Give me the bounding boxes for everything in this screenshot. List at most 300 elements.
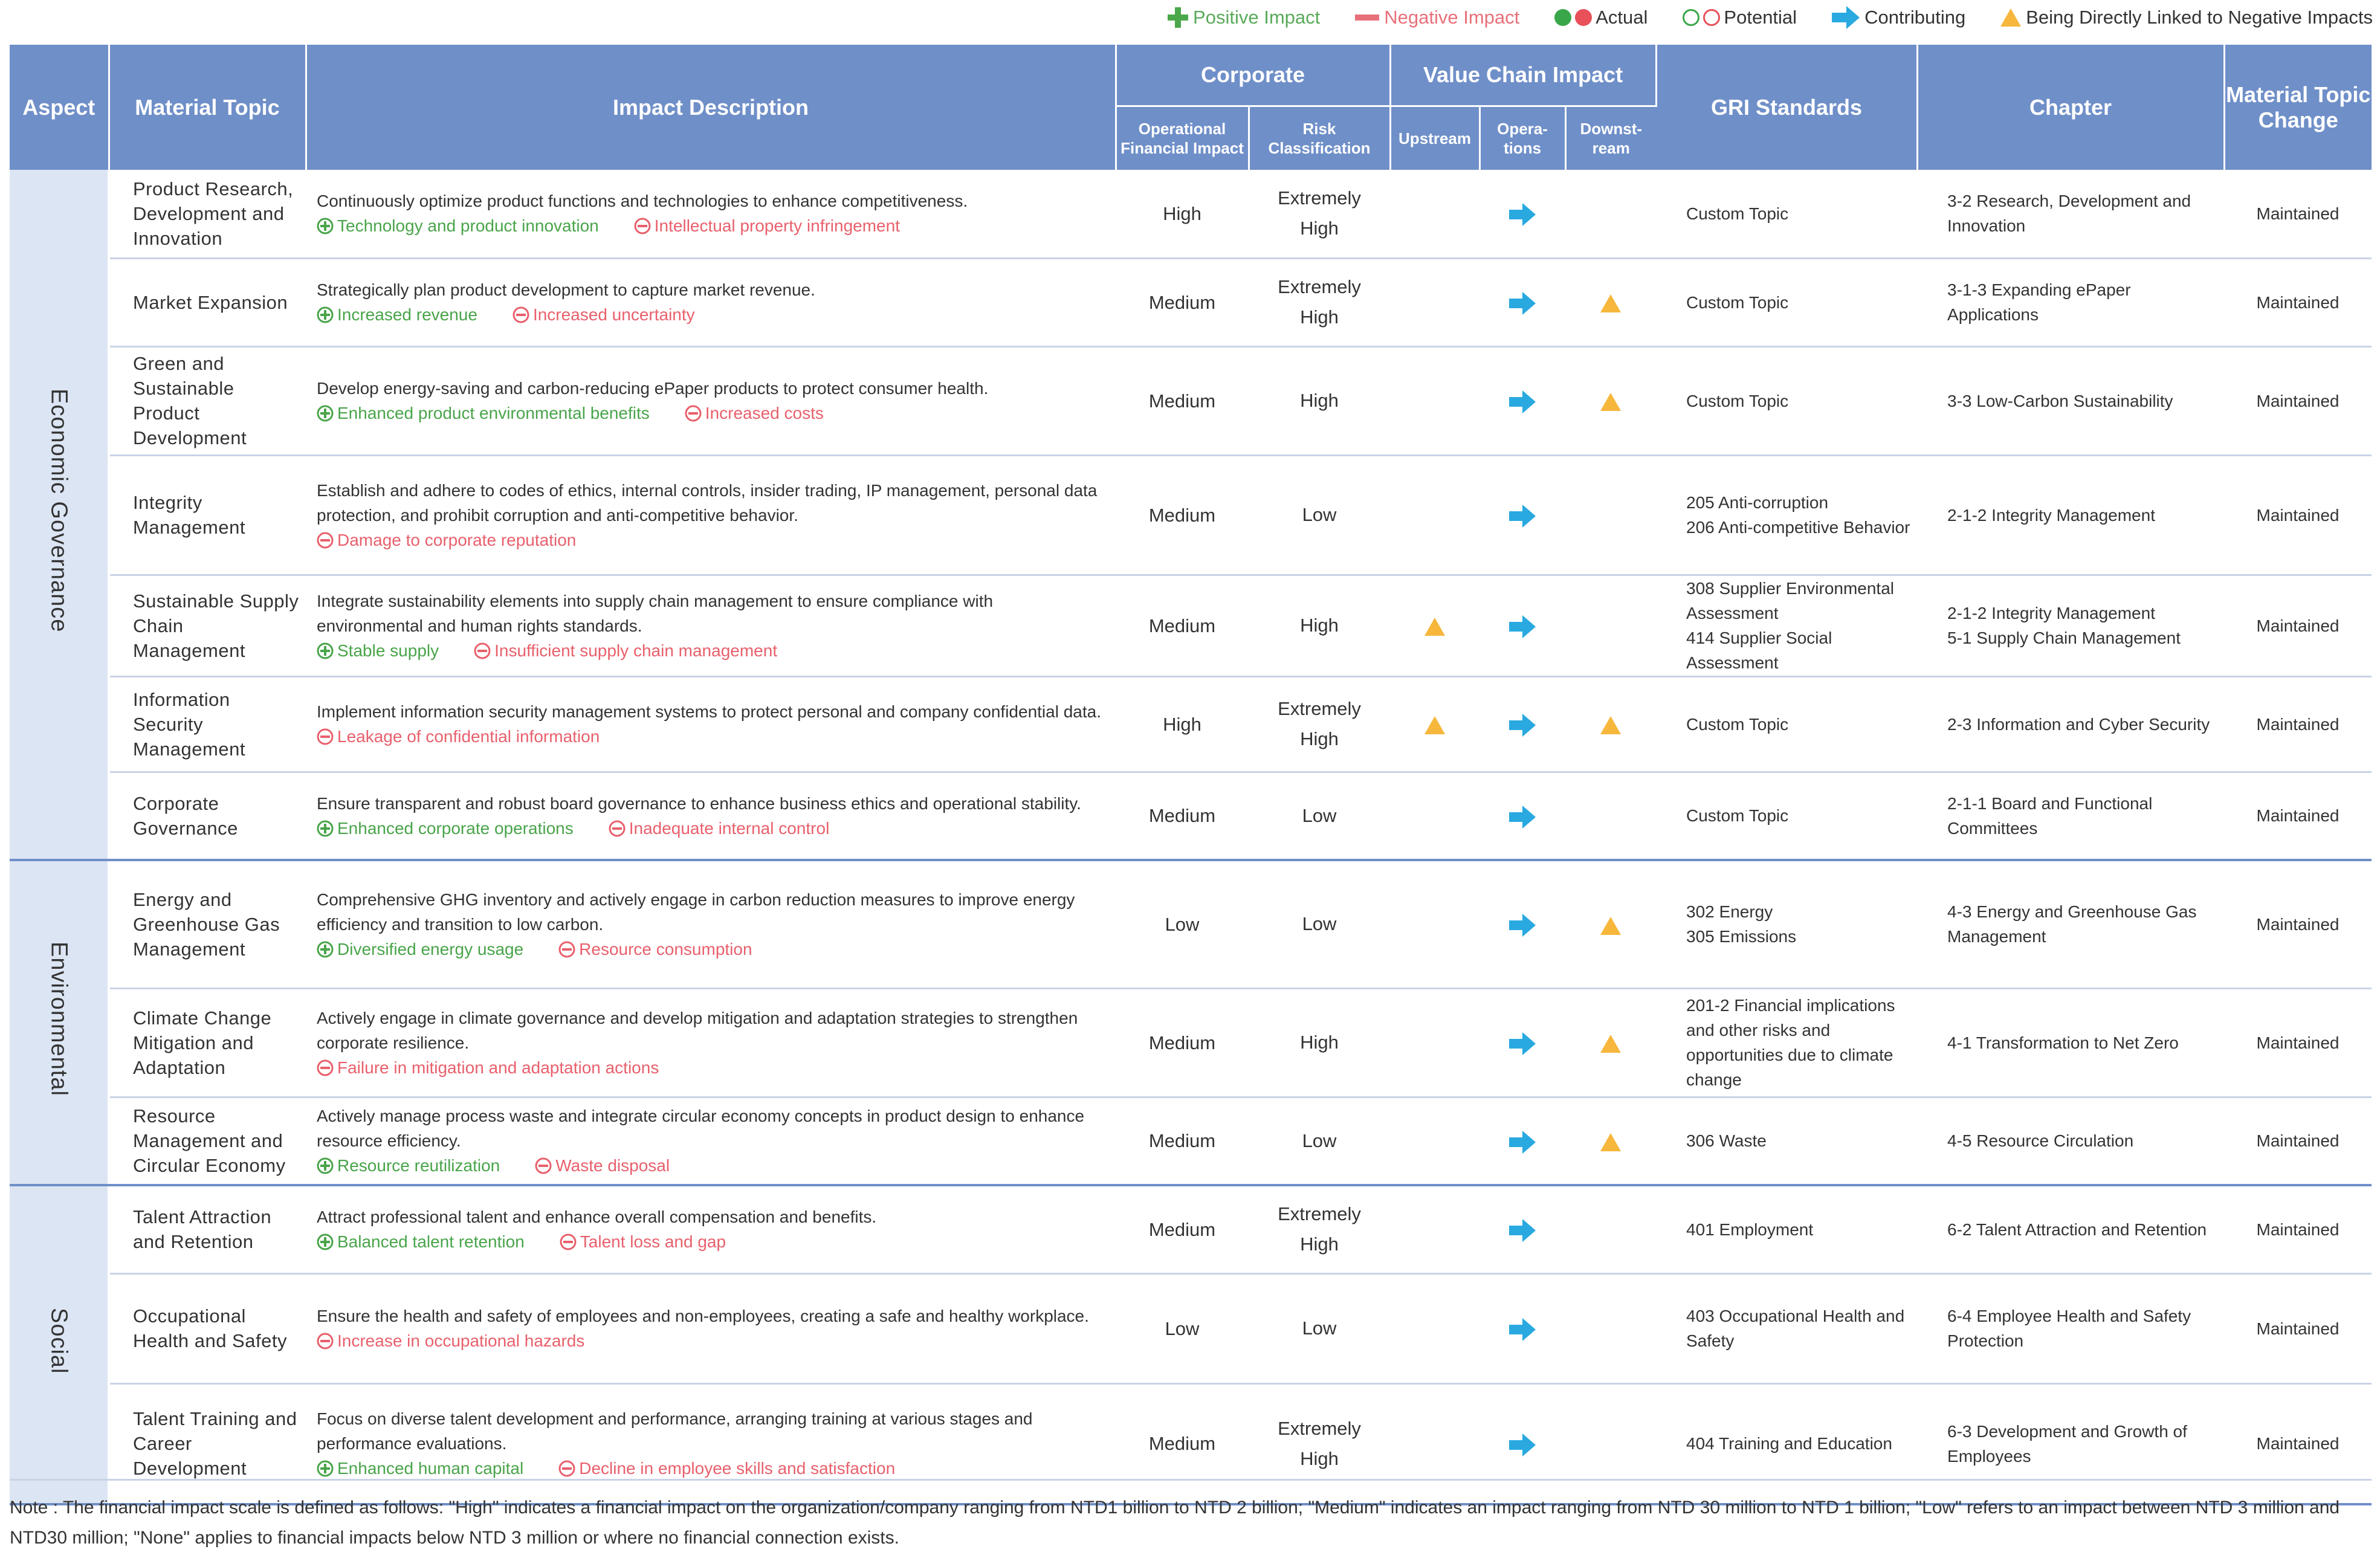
aspect-cell [10, 1185, 109, 1504]
upstream-cell [1390, 988, 1479, 1097]
financial-impact-cell: Medium [1116, 772, 1249, 860]
negative-impact-tag [558, 940, 752, 959]
impact-tags [317, 528, 1104, 552]
topic-change-cell: Maintained [2224, 258, 2372, 346]
chapter-cell [1917, 1097, 2224, 1185]
operations-cell [1479, 346, 1565, 455]
gri-line: Custom Topic [1686, 714, 1789, 734]
material-topic-cell: Market Expansion [109, 258, 306, 346]
triangle-icon [1424, 716, 1445, 734]
operations-cell [1479, 676, 1565, 772]
financial-impact-cell: Medium [1116, 575, 1249, 676]
filled-green-circle-icon [1554, 9, 1571, 26]
positive-impact-tag [317, 940, 523, 959]
chapter-line: 2-1-2 Integrity Management [1947, 505, 2155, 525]
material-topic-cell: Talent Training and Career Development [109, 1383, 306, 1504]
header-downstream: Downst-ream [1565, 106, 1656, 170]
material-topic-cell: Integrity Management [109, 455, 306, 575]
plus-icon [1168, 7, 1188, 28]
divider [10, 1479, 2372, 1481]
gri-line: 305 Emissions [1686, 927, 1797, 946]
downstream-cell [1565, 772, 1656, 860]
operations-cell [1479, 988, 1565, 1097]
chapter-line: 3-1-3 Expanding ePaper Applications [1947, 280, 2131, 324]
outline-green-circle-icon [1683, 9, 1699, 26]
chapter-line: 3-3 Low-Carbon Sustainability [1947, 391, 2173, 410]
risk-classification-cell: Extremely High [1249, 676, 1390, 772]
material-topic-cell: Talent Attraction and Retention [109, 1185, 306, 1273]
table-row [10, 258, 2372, 346]
negative-impact-label: Decline in employee skills and satisfaction [579, 1459, 896, 1478]
risk-classification-cell: Low [1249, 1097, 1390, 1185]
negative-impact-label: Leakage of confidential information [337, 727, 600, 746]
operations-cell [1479, 860, 1565, 988]
minus-circle-icon [685, 405, 702, 422]
negative-impact-tag [560, 1232, 726, 1251]
downstream-cell [1565, 170, 1656, 258]
impact-description-cell [306, 258, 1116, 346]
impact-description-cell [306, 772, 1116, 860]
plus-circle-icon [317, 1157, 334, 1174]
minus-circle-icon [317, 532, 334, 549]
risk-classification-cell: High [1249, 575, 1390, 676]
material-topic-cell: Information Security Management [109, 676, 306, 772]
minus-circle-icon [317, 728, 334, 745]
financial-impact-cell: Low [1116, 1273, 1249, 1383]
impact-description-text: Integrate sustainability elements into supply chain management to ensure compliance with environmental and human rights standards. [317, 591, 994, 635]
impact-description-text: Implement information security management systems to protect personal and company confidential data. [317, 702, 1101, 721]
downstream-cell [1565, 988, 1656, 1097]
positive-impact-label: Enhanced corporate operations [337, 818, 574, 838]
risk-classification-cell: Extremely High [1249, 258, 1390, 346]
header-value-chain: Value Chain Impact [1390, 45, 1656, 106]
chapter-line: 6-3 Development and Growth of Employees [1947, 1421, 2187, 1466]
risk-classification-cell: High [1249, 346, 1390, 455]
topic-change-cell: Maintained [2224, 346, 2372, 455]
material-topic-cell: Product Research, Development and Innovation [109, 170, 306, 258]
chapter-cell [1917, 455, 2224, 575]
positive-impact-tag [317, 1156, 500, 1175]
table-row [10, 170, 2372, 258]
minus-circle-icon [634, 218, 651, 234]
gri-line: Custom Topic [1686, 204, 1789, 223]
chapter-line: 4-3 Energy and Greenhouse Gas Management [1947, 902, 2197, 946]
gri-line: 205 Anti-corruption [1686, 493, 1829, 512]
aspect-label: Social [46, 1308, 72, 1374]
impact-description-text: Strategically plan product development to capture market revenue. [317, 280, 815, 299]
topic-change-cell: Maintained [2224, 1185, 2372, 1273]
impact-tags [317, 401, 1104, 425]
arrow-right-icon [1509, 615, 1536, 638]
arrow-right-icon [1509, 505, 1536, 528]
chapter-cell [1917, 346, 2224, 455]
operations-cell [1479, 455, 1565, 575]
impact-description-cell [306, 346, 1116, 455]
plus-circle-icon [317, 405, 334, 422]
minus-circle-icon [513, 306, 529, 323]
upstream-cell [1390, 860, 1479, 988]
legend-linked [2000, 7, 2373, 28]
gri-standards-cell [1656, 1097, 1917, 1185]
upstream-cell [1390, 772, 1479, 860]
chapter-cell [1917, 772, 2224, 860]
negative-impact-tag [317, 727, 600, 746]
topic-change-cell: Maintained [2224, 455, 2372, 575]
gri-line: 302 Energy [1686, 902, 1773, 922]
financial-impact-cell: Medium [1116, 455, 1249, 575]
header-aspect: Aspect [10, 45, 109, 170]
impact-description-text: Focus on diverse talent development and performance, arranging training at various stages and performance evaluations. [317, 1409, 1033, 1453]
upstream-cell [1390, 258, 1479, 346]
gri-line: 308 Supplier Environmental Assessment [1686, 579, 1894, 622]
financial-impact-cell: Medium [1116, 1185, 1249, 1273]
positive-impact-tag [317, 1459, 523, 1478]
header-upstream: Upstream [1390, 106, 1479, 170]
impact-tags [317, 1055, 1104, 1080]
impact-description-cell [306, 676, 1116, 772]
chapter-cell [1917, 575, 2224, 676]
header-gri: GRI Standards [1656, 45, 1917, 170]
negative-impact-label: Talent loss and gap [580, 1232, 726, 1252]
risk-classification-cell: Extremely High [1249, 170, 1390, 258]
chapter-line: 3-2 Research, Development and Innovation [1947, 192, 2191, 236]
negative-impact-tag [609, 819, 830, 838]
positive-impact-tag [317, 1232, 525, 1251]
downstream-cell [1565, 860, 1656, 988]
filled-red-circle-icon [1575, 9, 1592, 26]
material-topic-cell: Sustainable Supply Chain Management [109, 575, 306, 676]
aspect-label: Economic Governance [46, 389, 72, 633]
impact-description-text: Establish and adhere to codes of ethics, internal controls, insider trading, IP management, personal data protection, and prohibit corruption and anti-competitive behavior. [317, 480, 1098, 525]
downstream-cell [1565, 346, 1656, 455]
triangle-icon [1600, 917, 1621, 935]
operations-cell [1479, 772, 1565, 860]
gri-standards-cell [1656, 1383, 1917, 1504]
material-topic-cell: Occupational Health and Safety [109, 1273, 306, 1383]
triangle-icon [1600, 1035, 1621, 1053]
impact-description-cell [306, 1383, 1116, 1504]
minus-circle-icon [609, 820, 626, 837]
arrow-right-icon [1509, 292, 1536, 315]
gri-standards-cell [1656, 170, 1917, 258]
risk-classification-cell: Low [1249, 772, 1390, 860]
negative-impact-label: Increase in occupational hazards [337, 1331, 585, 1350]
upstream-cell [1390, 346, 1479, 455]
chapter-line: 2-1-1 Board and Functional Committees [1947, 794, 2153, 838]
negative-impact-tag [317, 1058, 659, 1077]
downstream-cell [1565, 575, 1656, 676]
header-op-fin-impact: Operational Financial Impact [1116, 106, 1249, 170]
arrow-right-icon [1509, 1219, 1536, 1242]
outline-red-circle-icon [1703, 9, 1720, 26]
table-row [10, 988, 2372, 1097]
risk-classification-cell: High [1249, 988, 1390, 1097]
header-corporate: Corporate [1116, 45, 1390, 106]
gri-standards-cell [1656, 860, 1917, 988]
positive-impact-label: Technology and product innovation [337, 216, 599, 236]
negative-impact-label: Inadequate internal control [629, 818, 830, 838]
financial-impact-cell: Medium [1116, 258, 1249, 346]
topic-change-cell: Maintained [2224, 1097, 2372, 1185]
impact-description-cell [306, 1185, 1116, 1273]
impact-tags [317, 213, 1104, 238]
legend-negative [1355, 7, 1519, 28]
material-topic-cell: Energy and Greenhouse Gas Management [109, 860, 306, 988]
gri-line: Custom Topic [1686, 391, 1789, 410]
impact-description-text: Actively engage in climate governance and develop mitigation and adaptation strategies to strengthen corporate resilience. [317, 1008, 1078, 1052]
topic-change-cell: Maintained [2224, 1383, 2372, 1504]
triangle-icon [1424, 618, 1445, 636]
header-operations: Opera-tions [1479, 106, 1565, 170]
topic-change-cell: Maintained [2224, 988, 2372, 1097]
arrow-right-icon [1509, 1032, 1536, 1055]
negative-impact-tag [317, 1331, 584, 1350]
topic-change-cell: Maintained [2224, 170, 2372, 258]
chapter-cell [1917, 1185, 2224, 1273]
positive-impact-tag [317, 641, 439, 660]
negative-impact-tag [558, 1459, 895, 1478]
gri-line: 404 Training and Education [1686, 1434, 1892, 1453]
arrow-right-icon [1509, 1434, 1536, 1456]
table-row [10, 1097, 2372, 1185]
plus-circle-icon [317, 306, 334, 323]
legend-positive-label: Positive Impact [1193, 7, 1321, 28]
impact-description-cell [306, 455, 1116, 575]
gri-line: 201-2 Financial implications and other risks and opportunities due to climate change [1686, 996, 1895, 1089]
minus-circle-icon [560, 1233, 577, 1250]
minus-circle-icon [474, 642, 491, 659]
material-topic-cell: Corporate Governance [109, 772, 306, 860]
legend-linked-label: Being Directly Linked to Negative Impacts [2026, 7, 2373, 28]
operations-cell [1479, 1097, 1565, 1185]
chapter-cell [1917, 1383, 2224, 1504]
financial-impact-cell: Low [1116, 860, 1249, 988]
gri-line: 401 Employment [1686, 1220, 1814, 1239]
upstream-cell [1390, 170, 1479, 258]
downstream-cell [1565, 676, 1656, 772]
topic-change-cell: Maintained [2224, 575, 2372, 676]
impact-tags [317, 638, 1104, 663]
upstream-cell [1390, 1185, 1479, 1273]
gri-line: 206 Anti-competitive Behavior [1686, 518, 1910, 537]
legend-actual [1554, 7, 1648, 28]
plus-circle-icon [317, 1233, 334, 1250]
plus-circle-icon [317, 642, 334, 659]
plus-circle-icon [317, 218, 334, 234]
operations-cell [1479, 1383, 1565, 1504]
impact-description-cell [306, 860, 1116, 988]
financial-impact-cell: Medium [1116, 1097, 1249, 1185]
gri-standards-cell [1656, 575, 1917, 676]
operations-cell [1479, 575, 1565, 676]
financial-impact-cell: Medium [1116, 988, 1249, 1097]
impact-tags [317, 1456, 1104, 1481]
upstream-cell [1390, 1097, 1479, 1185]
header-topic-change: Material Topic Change [2224, 45, 2372, 170]
positive-impact-label: Stable supply [337, 641, 439, 660]
arrow-right-icon [1509, 390, 1536, 413]
risk-classification-cell: Extremely High [1249, 1185, 1390, 1273]
positive-impact-label: Diversified energy usage [337, 939, 524, 959]
impact-tags [317, 937, 1104, 962]
operations-cell [1479, 170, 1565, 258]
negative-impact-tag [535, 1156, 670, 1175]
negative-impact-tag [685, 404, 824, 422]
table-row [10, 455, 2372, 575]
arrow-right-icon [1509, 203, 1536, 226]
table-row [10, 346, 2372, 455]
aspect-cell [10, 170, 109, 860]
gri-standards-cell [1656, 988, 1917, 1097]
plus-circle-icon [317, 1460, 334, 1477]
negative-impact-label: Damage to corporate reputation [337, 530, 577, 549]
topic-change-cell: Maintained [2224, 1273, 2372, 1383]
negative-impact-label: Failure in mitigation and adaptation actions [337, 1058, 659, 1077]
impact-description-text: Develop energy-saving and carbon-reducing ePaper products to protect consumer health. [317, 379, 989, 398]
legend [1168, 4, 2373, 31]
topic-change-cell: Maintained [2224, 676, 2372, 772]
downstream-cell [1565, 1185, 1656, 1273]
legend-potential [1683, 7, 1797, 28]
impact-description-cell [306, 1097, 1116, 1185]
header-chapter: Chapter [1917, 45, 2224, 170]
gri-line: 306 Waste [1686, 1131, 1767, 1151]
impact-tags [317, 816, 1104, 841]
legend-positive [1168, 7, 1320, 28]
arrow-right-icon [1509, 914, 1536, 937]
triangle-icon [1600, 393, 1621, 411]
aspect-cell [10, 860, 109, 1185]
chapter-cell [1917, 170, 2224, 258]
material-topic-cell: Climate Change Mitigation and Adaptation [109, 988, 306, 1097]
operations-cell [1479, 1185, 1565, 1273]
impact-description-cell [306, 170, 1116, 258]
triangle-icon [1600, 294, 1621, 312]
gri-standards-cell [1656, 772, 1917, 860]
negative-impact-label: Insufficient supply chain management [494, 641, 778, 660]
positive-impact-tag [317, 404, 650, 422]
downstream-cell [1565, 1383, 1656, 1504]
triangle-icon [2000, 8, 2021, 27]
downstream-cell [1565, 1097, 1656, 1185]
table-row [10, 1383, 2372, 1504]
upstream-cell [1390, 1383, 1479, 1504]
gri-line: 403 Occupational Health and Safety [1686, 1307, 1905, 1350]
positive-impact-tag [317, 819, 574, 838]
legend-contributing-label: Contributing [1864, 7, 1966, 28]
material-topics-table [10, 45, 2372, 1505]
impact-tags [317, 724, 1104, 749]
negative-impact-label: Increased uncertainty [532, 305, 695, 324]
arrow-right-icon [1509, 1131, 1536, 1154]
legend-contributing [1832, 6, 1965, 29]
downstream-cell [1565, 455, 1656, 575]
chapter-line: 4-1 Transformation to Net Zero [1947, 1033, 2179, 1052]
downstream-cell [1565, 258, 1656, 346]
chapter-line: 2-3 Information and Cyber Security [1947, 714, 2210, 734]
header-impact-description: Impact Description [306, 45, 1116, 170]
negative-impact-label: Increased costs [705, 404, 824, 422]
risk-classification-cell: Extremely High [1249, 1383, 1390, 1504]
risk-classification-cell: Low [1249, 860, 1390, 988]
material-topic-cell: Resource Management and Circular Economy [109, 1097, 306, 1185]
positive-impact-tag [317, 216, 599, 235]
impact-tags [317, 302, 1104, 327]
arrow-right-icon [1509, 1318, 1536, 1341]
gri-line: Custom Topic [1686, 806, 1789, 826]
topic-change-cell: Maintained [2224, 772, 2372, 860]
gri-standards-cell [1656, 1185, 1917, 1273]
chapter-line: 6-2 Talent Attraction and Retention [1947, 1220, 2207, 1239]
table-row [10, 676, 2372, 772]
plus-circle-icon [317, 941, 334, 958]
chapter-cell [1917, 860, 2224, 988]
positive-impact-label: Increased revenue [337, 305, 477, 324]
table-row [10, 772, 2372, 860]
arrow-right-icon [1832, 6, 1860, 29]
operations-cell [1479, 1273, 1565, 1383]
header-material-topic: Material Topic [109, 45, 306, 170]
impact-description-text: Continuously optimize product functions and technologies to enhance competitiveness. [317, 192, 968, 211]
gri-standards-cell [1656, 455, 1917, 575]
chapter-line: 6-4 Employee Health and Safety Protection [1947, 1307, 2191, 1350]
negative-impact-tag [474, 641, 777, 660]
downstream-cell [1565, 1273, 1656, 1383]
negative-impact-tag [513, 305, 695, 324]
gri-line: 414 Supplier Social Assessment [1686, 629, 1832, 672]
arrow-right-icon [1509, 714, 1536, 737]
minus-circle-icon [317, 1059, 334, 1076]
gri-line: Custom Topic [1686, 293, 1789, 312]
risk-classification-cell: Low [1249, 1273, 1390, 1383]
chapter-cell [1917, 676, 2224, 772]
positive-impact-tag [317, 305, 477, 324]
gri-standards-cell [1656, 676, 1917, 772]
impact-description-text: Comprehensive GHG inventory and actively engage in carbon reduction measures to improve energy efficiency and transition to low carbon. [317, 890, 1075, 934]
chapter-line: 4-5 Resource Circulation [1947, 1131, 2134, 1151]
impact-tags [317, 1229, 1104, 1254]
financial-impact-cell: Medium [1116, 346, 1249, 455]
table-row [10, 860, 2372, 988]
arrow-right-icon [1509, 806, 1536, 829]
aspect-label: Environmental [46, 942, 72, 1096]
financial-impact-cell: High [1116, 170, 1249, 258]
table-row [10, 1273, 2372, 1383]
minus-icon [1355, 15, 1379, 21]
chapter-line: 5-1 Supply Chain Management [1947, 629, 2181, 647]
triangle-icon [1600, 716, 1621, 734]
gri-standards-cell [1656, 1273, 1917, 1383]
impact-description-cell [306, 988, 1116, 1097]
impact-tags [317, 1328, 1104, 1353]
gri-standards-cell [1656, 258, 1917, 346]
minus-circle-icon [558, 941, 575, 958]
material-topic-cell: Green and Sustainable Product Development [109, 346, 306, 455]
upstream-cell [1390, 455, 1479, 575]
impact-description-text: Attract professional talent and enhance overall compensation and benefits. [317, 1207, 877, 1227]
financial-impact-cell: Medium [1116, 1383, 1249, 1504]
minus-circle-icon [535, 1157, 552, 1174]
impact-description-text: Ensure the health and safety of employees and non-employees, creating a safe and healthy workplace. [317, 1307, 1089, 1325]
minus-circle-icon [558, 1460, 575, 1477]
topic-change-cell: Maintained [2224, 860, 2372, 988]
header-risk-class: Risk Classification [1249, 106, 1390, 170]
chapter-line: 2-1-2 Integrity Management [1947, 604, 2155, 622]
table-body [10, 170, 2372, 1504]
impact-description-cell [306, 1273, 1116, 1383]
impact-description-text: Actively manage process waste and integrate circular economy concepts in product design to enhance resource efficiency. [317, 1107, 1085, 1151]
impact-description-cell [306, 575, 1116, 676]
